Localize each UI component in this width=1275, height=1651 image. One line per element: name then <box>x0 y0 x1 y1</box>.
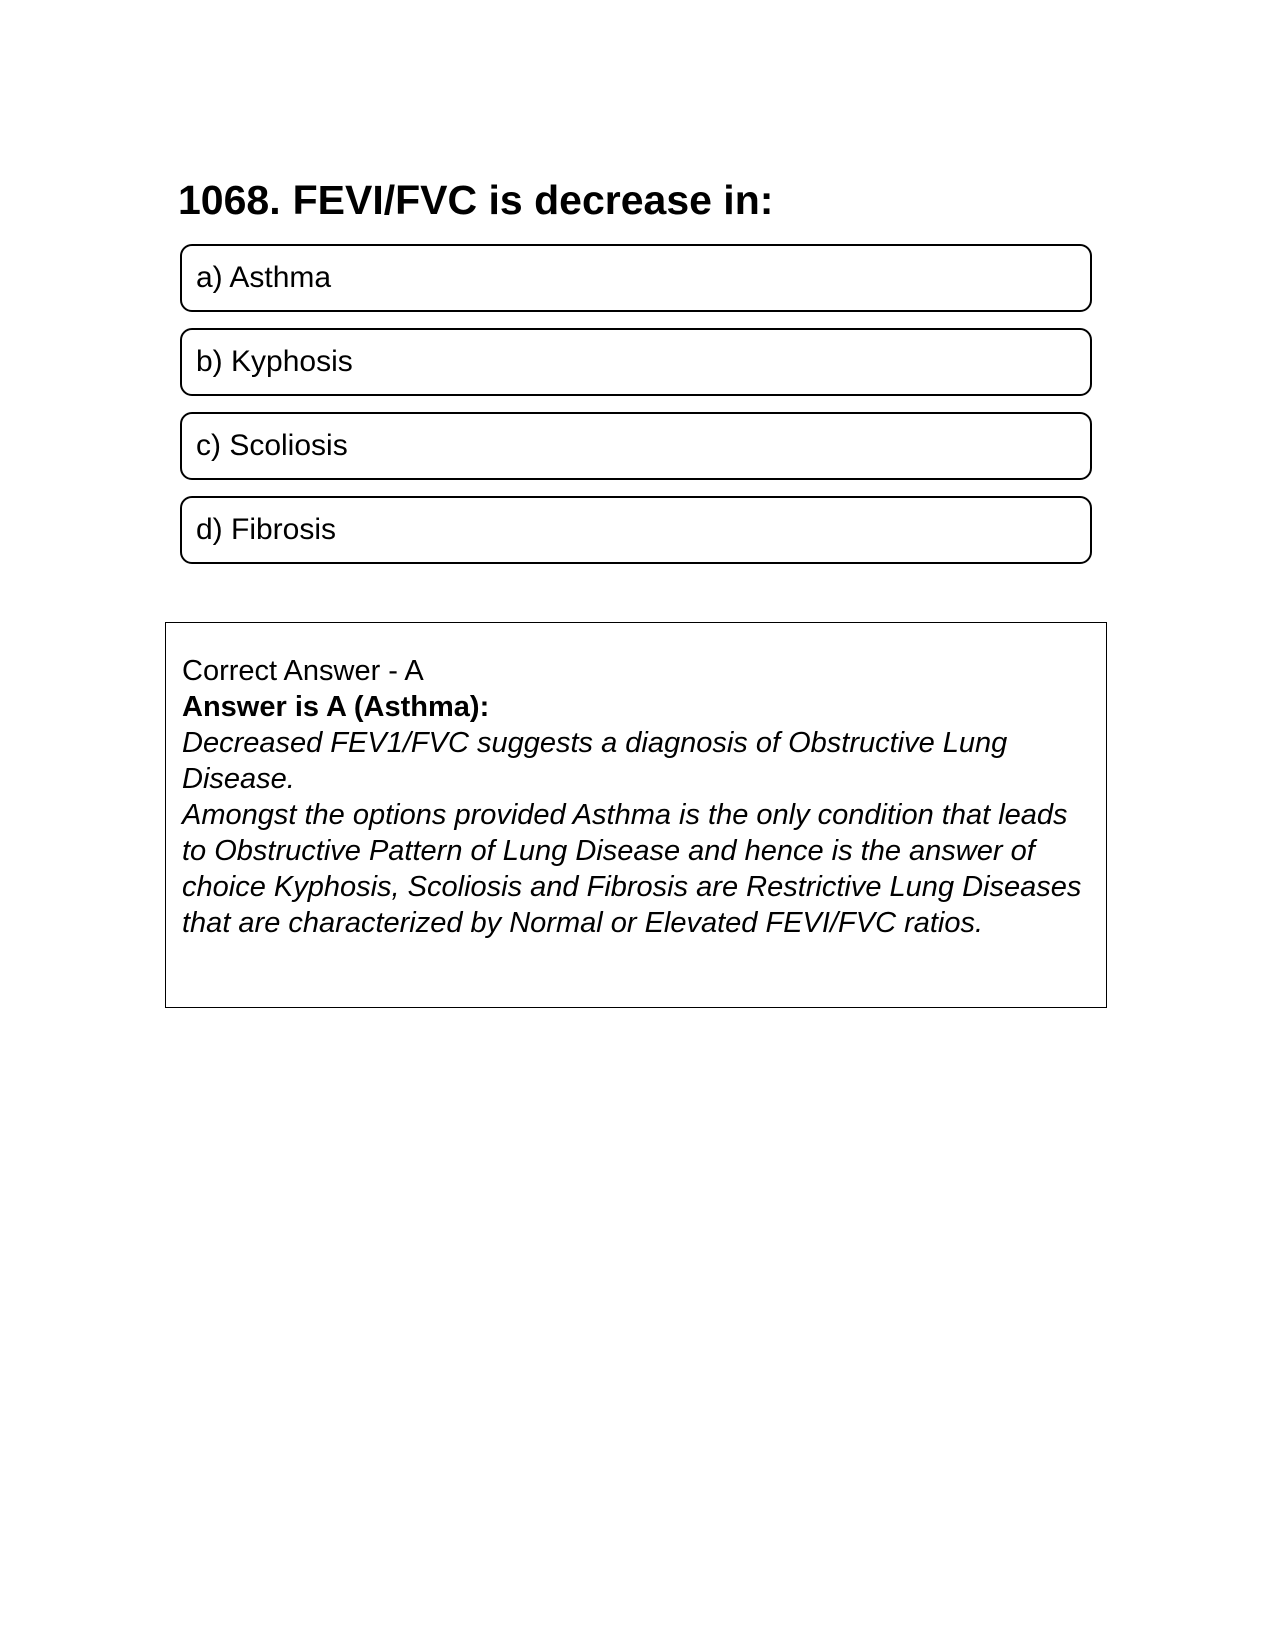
option-d[interactable] <box>180 496 1092 564</box>
options-list <box>180 244 1092 580</box>
question-heading <box>178 176 773 225</box>
question-number: 1068. <box>178 177 281 223</box>
option-a[interactable] <box>180 244 1092 312</box>
correct-answer-line: Correct Answer - A <box>182 655 424 687</box>
answer-explanation-box <box>165 622 1107 1008</box>
explanation-paragraph: Decreased FEV1/FVC suggests a diagnosis of Obstructive Lung Disease. <box>182 727 1008 795</box>
option-label: c) Scoliosis <box>196 429 348 462</box>
option-b[interactable] <box>180 328 1092 396</box>
option-label: a) Asthma <box>196 261 332 294</box>
question-text: FEVI/FVC is decrease in: <box>292 177 774 223</box>
option-label: b) Kyphosis <box>196 345 353 378</box>
explanation-paragraph: Amongst the options provided Asthma is the only condition that leads to Obstructive Pattern of Lung Disease and hence is the answer of choice Kyphosis, Scoliosis and Fibrosis are Restrictive Lung Diseases that are characterized by Normal or Elevated FEVI/FVC ratios. <box>182 799 1082 939</box>
answer-title: Answer is A (Asthma): <box>182 691 490 723</box>
option-c[interactable] <box>180 412 1092 480</box>
option-label: d) Fibrosis <box>196 513 337 546</box>
